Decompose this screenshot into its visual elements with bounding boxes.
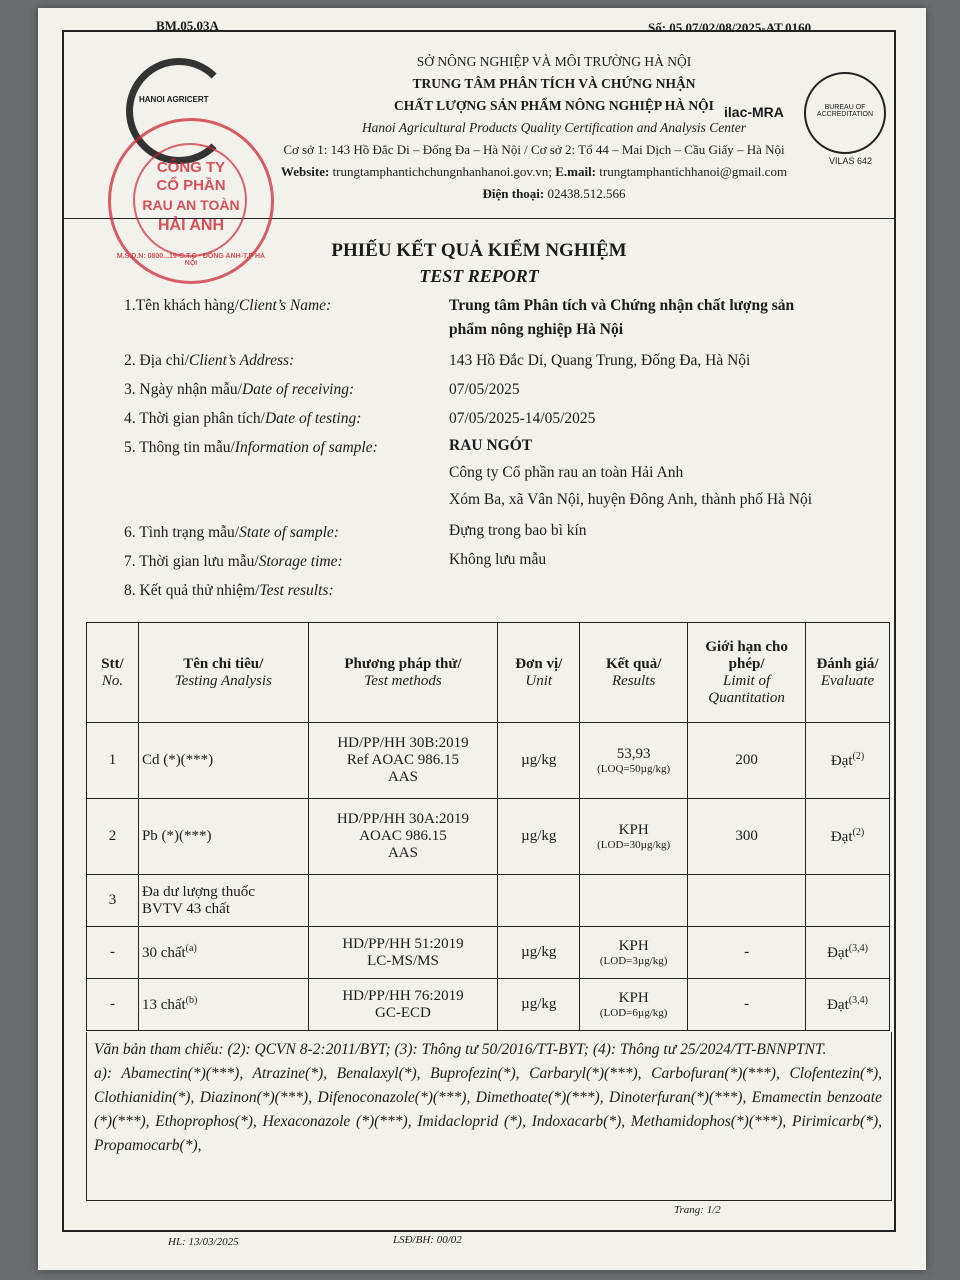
row-no: - bbox=[87, 927, 139, 979]
center-name-en: Hanoi Agricultural Products Quality Certification and Analysis Center bbox=[361, 120, 747, 135]
col-limit: Giới hạn cho phép/ Limit of Quantitation bbox=[688, 623, 806, 723]
row-unit: µg/kg bbox=[498, 927, 580, 979]
row-analysis: 13 chất$^{(b)}$ bbox=[138, 979, 308, 1031]
row-analysis: Pb (*)(***) bbox=[138, 799, 308, 875]
email-label: E.mail: bbox=[555, 164, 597, 179]
table-row bbox=[87, 723, 890, 799]
row-evaluate: Đạt$^{(2)}$ bbox=[806, 799, 890, 875]
table-row bbox=[87, 927, 890, 979]
center-contact bbox=[224, 164, 844, 180]
center-name-line2: CHẤT LƯỢNG SẢN PHẨM NÔNG NGHIỆP HÀ NỘI bbox=[394, 98, 714, 113]
testing-date-value: 07/05/2025-14/05/2025 bbox=[449, 410, 596, 427]
row-no: - bbox=[87, 979, 139, 1031]
col-method: Phương pháp thử/ Test methods bbox=[308, 623, 498, 723]
sample-company: Công ty Cổ phần rau an toàn Hải Anh bbox=[449, 464, 684, 481]
center-address: Cơ sở 1: 143 Hồ Đắc Di – Đống Đa – Hà Nội / Cơ sở 2: Tổ 44 – Mai Dịch – Cầu Giấy – Hà Nội bbox=[283, 142, 785, 157]
ilac-mra-logo: ilac-MRA bbox=[724, 104, 784, 120]
row-no: 1 bbox=[87, 723, 139, 799]
table-row bbox=[87, 979, 890, 1031]
row-method: HD/PP/HH 30B:2019 Ref AOAC 986.15 AAS bbox=[308, 723, 498, 799]
col-analysis: Tên chỉ tiêu/ Testing Analysis bbox=[138, 623, 308, 723]
boa-text: BUREAU OF ACCREDITATION bbox=[816, 104, 874, 118]
table-row bbox=[87, 799, 890, 875]
row-limit: 200 bbox=[688, 723, 806, 799]
row-unit: µg/kg bbox=[498, 799, 580, 875]
center-phone bbox=[264, 186, 844, 202]
col-evaluate: Đánh giá/ Evaluate bbox=[806, 623, 890, 723]
row-unit: µg/kg bbox=[498, 979, 580, 1031]
phone: 02438.512.566 bbox=[547, 186, 626, 201]
table-row bbox=[87, 875, 890, 927]
client-name-label: 1.Tên khách hàng/Client’s Name: bbox=[124, 297, 332, 314]
report-title: PHIẾU KẾT QUẢ KIỂM NGHIỆM bbox=[331, 240, 627, 261]
row-method: HD/PP/HH 76:2019 GC-ECD bbox=[308, 979, 498, 1031]
receiving-date-label: 3. Ngày nhận mẫu/Date of receiving: bbox=[124, 381, 355, 398]
client-address-label: 2. Địa chỉ/Client’s Address: bbox=[124, 352, 295, 369]
footer-lsd: LSĐ/BH: 00/02 bbox=[393, 1234, 462, 1246]
footer-hl: HL: 13/03/2025 bbox=[168, 1236, 239, 1248]
stamp-line1: CÔNG TY bbox=[156, 159, 226, 176]
row-evaluate: Đạt$^{(3,4)}$ bbox=[806, 927, 890, 979]
stamp-ring-text: M.S.D.N: 0800...19-C.T.C · ĐÔNG ANH-T.P HÀ NỘI bbox=[116, 253, 266, 267]
stamp-line2: CỔ PHẦN bbox=[156, 177, 226, 194]
row-analysis: Đa dư lượng thuốc BVTV 43 chất bbox=[138, 875, 308, 927]
results-table bbox=[86, 622, 890, 1031]
col-result: Kết quả/ Results bbox=[580, 623, 688, 723]
stamp-line3: RAU AN TOÀN bbox=[142, 197, 240, 213]
storage-time-label: 7. Thời gian lưu mẫu/Storage time: bbox=[124, 553, 343, 570]
row-result: KPH (LOD=3µg/kg) bbox=[580, 927, 688, 979]
sample-state-value: Đựng trong bao bì kín bbox=[449, 522, 587, 539]
stamp-line4: HẢI ANH bbox=[157, 217, 225, 234]
website: trungtamphantichchungnhanhanoi.gov.vn; bbox=[332, 164, 552, 179]
row-limit: - bbox=[688, 927, 806, 979]
document-number: Số: 05.07/02/08/2025-AT.0160 bbox=[648, 20, 812, 35]
row-method: HD/PP/HH 51:2019 LC-MS/MS bbox=[308, 927, 498, 979]
document-sheet bbox=[38, 8, 926, 1270]
row-method: HD/PP/HH 30A:2019 AOAC 986.15 AAS bbox=[308, 799, 498, 875]
storage-time-value: Không lưu mẫu bbox=[449, 551, 547, 568]
table-header-row bbox=[87, 623, 890, 723]
row-analysis: Cd (*)(***) bbox=[138, 723, 308, 799]
row-result: KPH (LOD=30µg/kg) bbox=[580, 799, 688, 875]
email: trungtamphantichhanoi@gmail.com bbox=[599, 164, 788, 179]
sample-name: RAU NGÓT bbox=[449, 437, 533, 454]
row-result: KPH (LOD=6µg/kg) bbox=[580, 979, 688, 1031]
row-analysis: 30 chất$^{(a)}$ bbox=[138, 927, 308, 979]
row-evaluate: Đạt$^{(3,4)}$ bbox=[806, 979, 890, 1031]
sample-address: Xóm Ba, xã Vân Nội, huyện Đông Anh, thành phố Hà Nội bbox=[449, 491, 813, 508]
document-frame bbox=[62, 30, 896, 1232]
reference-notes: Văn bản tham chiếu: (2): QCVN 8-2:2011/BYT; (3): Thông tư 50/2016/TT-BYT; (4): Thông tư 25/2024/TT-BNNPTNT. a): Abamectin(*)(***), Atrazine(*), Benalaxyl(*), Buprofezin(*), Carbaryl(*)(***), Carbofuran(*)(***), Clofentezin(*), Clothianidin(*), Diazinon(*)(***), Difenoconazole(*)(***), Dimethoate(*)(***), Dinoterfuran(*)(***), Emamectin benzoate (*)(***), Ethoprophos(*), Hexaconazole (*)(***), Imidacloprid (*), Indoxacarb(*), Methamidophos(*)(***), Pirimicarb(*), Propamocarb(*), bbox=[94, 1041, 882, 1155]
website-label: Website: bbox=[280, 164, 330, 179]
row-limit: 300 bbox=[688, 799, 806, 875]
phone-label: Điện thoại: bbox=[482, 186, 545, 201]
client-address-value: 143 Hồ Đắc Di, Quang Trung, Đống Đa, Hà Nội bbox=[449, 352, 751, 369]
logo-text: HANOI AGRICERT bbox=[139, 95, 209, 104]
testing-date-label: 4. Thời gian phân tích/Date of testing: bbox=[124, 410, 362, 427]
row-result: 53,93 (LOQ=50µg/kg) bbox=[580, 723, 688, 799]
department-name: SỞ NÔNG NGHIỆP VÀ MÔI TRƯỜNG HÀ NỘI bbox=[416, 54, 692, 69]
report-title-en: TEST REPORT bbox=[419, 266, 539, 286]
center-name-line1: TRUNG TÂM PHÂN TÍCH VÀ CHỨNG NHẬN bbox=[412, 76, 696, 91]
vilas-code: VILAS 642 bbox=[829, 156, 873, 166]
sample-info-label: 5. Thông tin mẫu/Information of sample: bbox=[124, 439, 378, 456]
row-no: 2 bbox=[87, 799, 139, 875]
page-number: Trang: 1/2 bbox=[674, 1204, 721, 1216]
client-name-value: Trung tâm Phân tích và Chứng nhận chất lượng sản phẩm nông nghiệp Hà Nội bbox=[449, 297, 795, 338]
row-no: 3 bbox=[87, 875, 139, 927]
col-unit: Đơn vị/ Unit bbox=[498, 623, 580, 723]
test-results-label: 8. Kết quả thử nhiệm/Test results: bbox=[124, 582, 334, 599]
row-unit: µg/kg bbox=[498, 723, 580, 799]
boa-accreditation-logo bbox=[804, 72, 886, 154]
col-stt: Stt/ No. bbox=[87, 623, 139, 723]
sample-state-label: 6. Tình trạng mẫu/State of sample: bbox=[124, 524, 339, 541]
row-limit: - bbox=[688, 979, 806, 1031]
receiving-date-value: 07/05/2025 bbox=[449, 381, 520, 398]
form-code: BM.05.03A bbox=[156, 18, 219, 33]
row-evaluate: Đạt$^{(2)}$ bbox=[806, 723, 890, 799]
